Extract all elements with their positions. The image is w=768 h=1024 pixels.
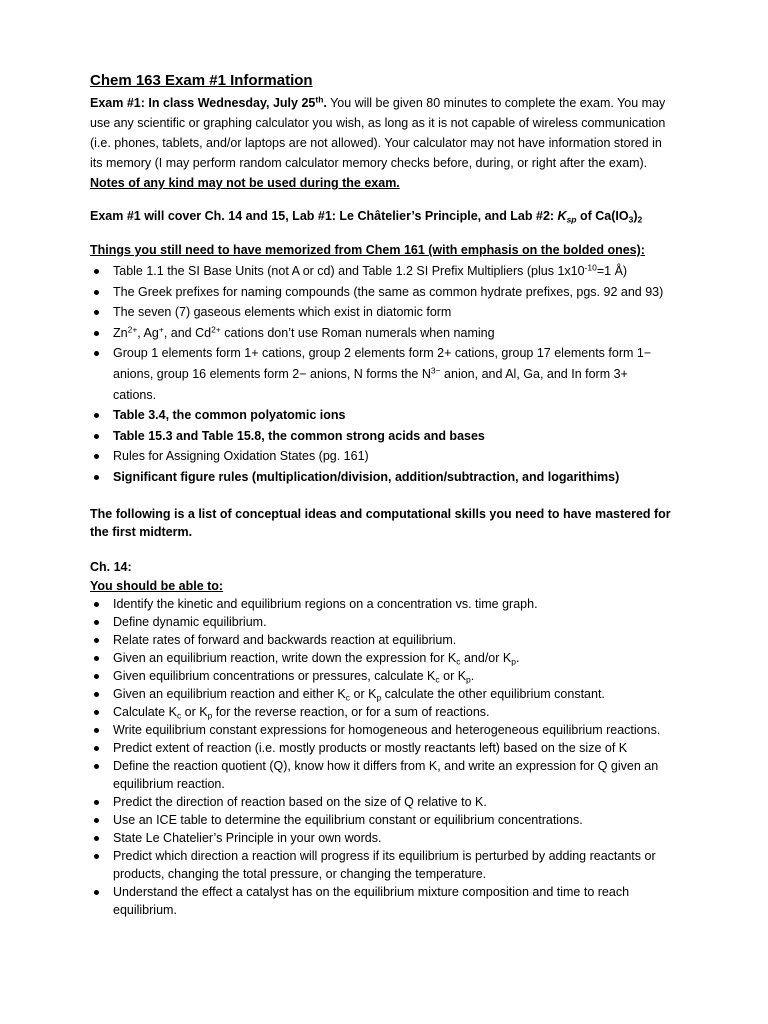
ksp-k: K	[557, 209, 567, 223]
skill-relate-rates: Relate rates of forward and backwards reaction at equilibrium.	[90, 631, 674, 649]
skill-predict-direction: Predict the direction of reaction based on the size of Q relative to K.	[90, 793, 674, 811]
memorize-item-strong-acids-bases: Table 15.3 and Table 15.8, the common strong acids and bases	[90, 426, 674, 447]
kc-subscript: c	[176, 710, 182, 721]
midterm-intro: The following is a list of conceptual ideas and computational skills you need to have mastered for the first midterm.	[90, 506, 671, 539]
memorize-list	[90, 261, 674, 488]
kp-subscript: p	[207, 710, 213, 721]
ksp-subscript: sp	[566, 214, 577, 225]
skill-ice-table: Use an ICE table to determine the equilibrium constant or equilibrium concentrations.	[90, 811, 674, 829]
compound-text: of Ca(IO	[576, 209, 629, 223]
skill-convert-kc-kp	[90, 685, 674, 703]
kp-subscript: p	[511, 656, 516, 667]
skills-subheading: You should be able to:	[90, 578, 224, 593]
skill-text: or K	[350, 686, 377, 701]
ksp-symbol	[558, 209, 577, 223]
compound-subscript: 2	[637, 214, 643, 225]
ch14-skills-list	[90, 595, 674, 919]
memorize-item-si-units	[90, 261, 674, 282]
skill-calculate-k	[90, 667, 674, 685]
skill-write-k-expression	[90, 649, 674, 667]
exam-date-text: Exam #1: In class Wednesday, July 25	[90, 96, 316, 110]
cd-text: , and Cd	[163, 325, 212, 340]
memorize-item-greek-prefixes: The Greek prefixes for naming compounds (the same as common hydrate prefixes, pgs. 92 and 93)	[90, 282, 674, 303]
chapter-heading: Ch. 14:	[90, 559, 132, 574]
skill-predict-extent: Predict extent of reaction (i.e. mostly products or mostly reactants left) based on the size of K	[90, 739, 674, 757]
cd-charge: 2+	[211, 324, 221, 335]
skill-reverse-sum-reactions	[90, 703, 674, 721]
exponent: -10	[584, 262, 597, 273]
skill-text: Given an equilibrium reaction, write down the expression for K	[113, 650, 457, 665]
skill-text: and/or K	[460, 650, 512, 665]
exam-date-period: .	[323, 96, 327, 110]
skill-text: calculate the other equilibrium constant.	[381, 686, 605, 701]
zn-text: Zn	[113, 325, 128, 340]
angstrom-text: =1 Å)	[596, 264, 628, 278]
skill-le-chatelier: State Le Chatelier’s Principle in your own words.	[90, 829, 674, 847]
cations-rest-text: cations don’t use Roman numerals when naming	[220, 325, 495, 340]
memorize-item-sig-figs: Significant figure rules (multiplication/division, addition/subtraction, and logarithims)	[90, 467, 674, 488]
page-title: Chem 163 Exam #1 Information	[90, 72, 313, 89]
exam-info-paragraph	[90, 93, 674, 193]
skill-identify-regions: Identify the kinetic and equilibrium regions on a concentration vs. time graph.	[90, 595, 674, 613]
kc-subscript: c	[435, 674, 440, 685]
skill-homogeneous-heterogeneous: Write equilibrium constant expressions for homogeneous and heterogeneous equilibrium reactions.	[90, 721, 674, 739]
document-content	[90, 70, 674, 919]
memorize-item-polyatomic-ions: Table 3.4, the common polyatomic ions	[90, 405, 674, 426]
kp-subscript: p	[376, 692, 382, 703]
kc-subscript: c	[345, 692, 351, 703]
compound-paren: )	[633, 209, 638, 223]
skill-define-dynamic-equilibrium: Define dynamic equilibrium.	[90, 613, 674, 631]
skill-text: Calculate K	[113, 704, 177, 719]
memorize-item-oxidation-states: Rules for Assigning Oxidation States (pg. 161)	[90, 446, 674, 467]
notes-rule: Notes of any kind may not be used during the exam.	[90, 176, 400, 190]
skill-text: Given an equilibrium reaction and either K	[113, 686, 346, 701]
nitride-charge: 3−	[430, 365, 441, 376]
group-charges-rest: anion, and Al, Ga, and In form 3+ cations.	[113, 366, 628, 402]
exam-date	[90, 96, 327, 110]
ag-text: , Ag	[137, 325, 159, 340]
skill-catalyst-effect: Understand the effect a catalyst has on the equilibrium mixture composition and time to reach equilibrium.	[90, 883, 674, 919]
kc-subscript: c	[456, 656, 461, 667]
si-units-text: Table 1.1 the SI Base Units (not A or cd) and Table 1.2 SI Prefix Multipliers (plus 1x10	[113, 264, 585, 278]
memorize-heading: Things you still need to have memorized from Chem 161 (with emphasis on the bolded ones):	[90, 243, 645, 257]
skill-text: or K	[439, 668, 467, 683]
skill-reaction-quotient: Define the reaction quotient (Q), know how it differs from K, and write an expression for Q given an equilibrium reaction.	[90, 757, 674, 793]
group-charges-text: Group 1 elements form 1+ cations, group 2 elements form 2+ cations, group 17 elements form 1− anions, group 16 elements form 2− anions, N forms the N	[113, 346, 652, 381]
memorize-item-diatomic-gases: The seven (7) gaseous elements which exist in diatomic form	[90, 302, 674, 323]
iodate-subscript: 3	[628, 214, 634, 225]
skill-text: for the reverse reaction, or for a sum of reactions.	[212, 704, 490, 719]
skill-text: or K	[181, 704, 208, 719]
memorize-item-group-charges	[90, 343, 674, 405]
skill-perturbation: Predict which direction a reaction will progress if its equilibrium is perturbed by adding reactants or products, changing the total pressure, or changing the temperature.	[90, 847, 674, 883]
calculator-rules-text: You will be given 80 minutes to complete the exam. You may use any scientific or graphing calculator you wish, as long as it is not capable of wireless communication (i.e. phones, tablets, and/or laptops are not allowed). Your calculator may not have information stored in its memory (I may perform random calculator memory checks before, during, or right after the exam).	[90, 96, 666, 170]
memorize-item-cations-no-roman	[90, 323, 674, 344]
skill-text: .	[470, 668, 475, 683]
ag-charge: +	[158, 324, 164, 335]
coverage-text: Exam #1 will cover Ch. 14 and 15, Lab #1: Le Châtelier’s Principle, and Lab #2:	[90, 209, 558, 223]
skill-text: Given equilibrium concentrations or pressures, calculate K	[113, 668, 436, 683]
exam-coverage	[90, 206, 674, 226]
skill-text: .	[515, 650, 520, 665]
kp-subscript: p	[466, 674, 471, 685]
date-ordinal-suffix: th	[315, 94, 324, 105]
zn-charge: 2+	[127, 324, 138, 335]
